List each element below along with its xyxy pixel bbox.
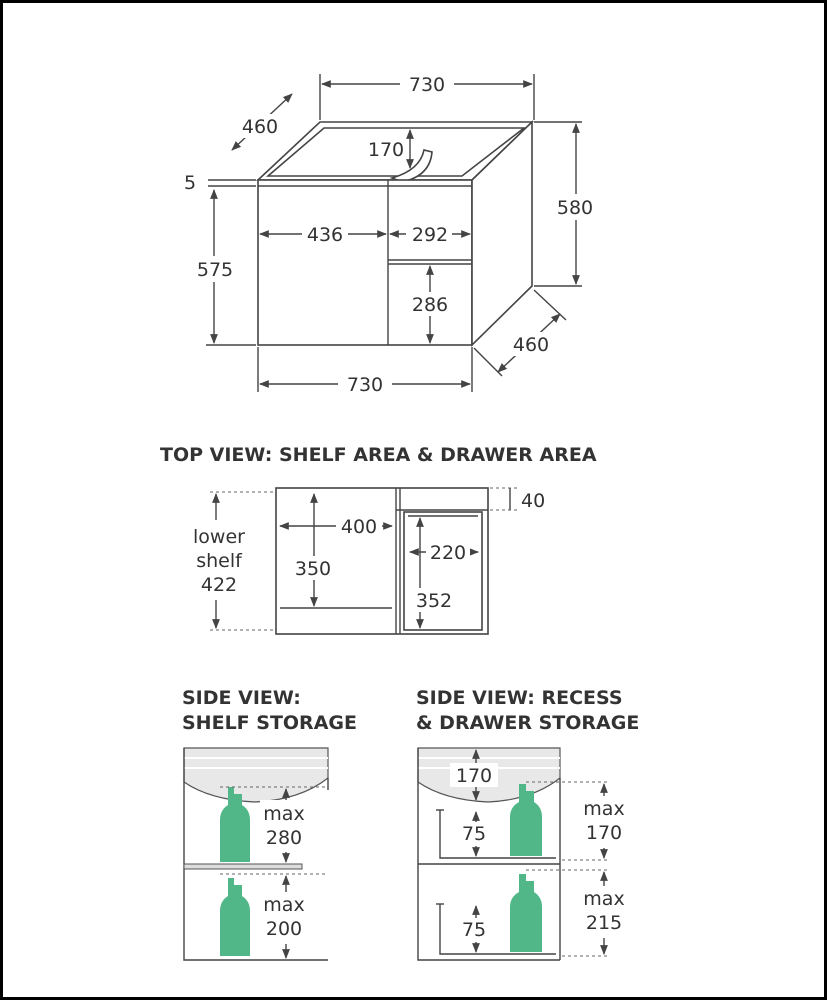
dim-shelf-depth: 350: [294, 558, 332, 580]
dim-left-width: 436: [306, 224, 344, 246]
upper-max-label: max: [583, 798, 625, 820]
bottle-icon: [510, 874, 542, 952]
lower-label-2: shelf: [196, 550, 242, 572]
lower-max-label: max: [583, 888, 625, 910]
recess-value: 170: [455, 765, 493, 787]
dim-drawer-height: 286: [411, 294, 449, 316]
drawer-outline: [404, 512, 482, 630]
shelf: [184, 864, 302, 869]
side-shelf-heading-1: SIDE VIEW:: [182, 687, 301, 709]
cabinet-front: [258, 180, 472, 345]
top-view-drawing: [188, 488, 545, 634]
upper-max-label: max: [263, 803, 305, 825]
dim-top-depth: 460: [241, 116, 279, 138]
basin-section: [184, 748, 328, 802]
lower-max-label: max: [263, 894, 305, 916]
bottle-icon: [220, 878, 250, 956]
side-drawer-heading-1: SIDE VIEW: RECESS: [416, 687, 623, 709]
drawer-2-value: 75: [461, 919, 487, 941]
drawer-1-value: 75: [461, 823, 487, 845]
side-shelf-drawing: [184, 748, 328, 960]
dim-shelf-width: 400: [340, 516, 378, 538]
cabinet-drawing: [184, 72, 602, 396]
lower-shelf-value: 422: [200, 574, 238, 596]
side-drawer-drawing: [418, 748, 630, 960]
side-drawer-heading-2: & DRAWER STORAGE: [416, 712, 640, 734]
dim-drawer-width: 220: [429, 542, 467, 564]
dim-front-height: 575: [196, 259, 234, 281]
dim-bottom-depth: 460: [512, 334, 550, 356]
ext-line: [474, 348, 502, 376]
lower-max-value: 200: [265, 918, 303, 940]
dim-right-width: 292: [411, 224, 449, 246]
dim-drawer-depth: 352: [415, 590, 453, 612]
dim-top-thickness: 5: [183, 172, 197, 194]
dim-recess-depth: 170: [367, 139, 405, 161]
lower-max-value: 215: [585, 912, 623, 934]
top-view-heading: TOP VIEW: SHELF AREA & DRAWER AREA: [160, 444, 597, 466]
dim-top-width: 730: [408, 74, 446, 96]
dim-gap: 40: [521, 490, 546, 512]
dim-bottom-width: 730: [346, 374, 384, 396]
lower-label-1: lower: [193, 526, 245, 548]
upper-max-value: 170: [585, 822, 623, 844]
upper-max-value: 280: [265, 827, 303, 849]
side-shelf-heading-2: SHELF STORAGE: [182, 712, 357, 734]
dim-side-height: 580: [556, 197, 594, 219]
ext-line: [534, 290, 566, 320]
